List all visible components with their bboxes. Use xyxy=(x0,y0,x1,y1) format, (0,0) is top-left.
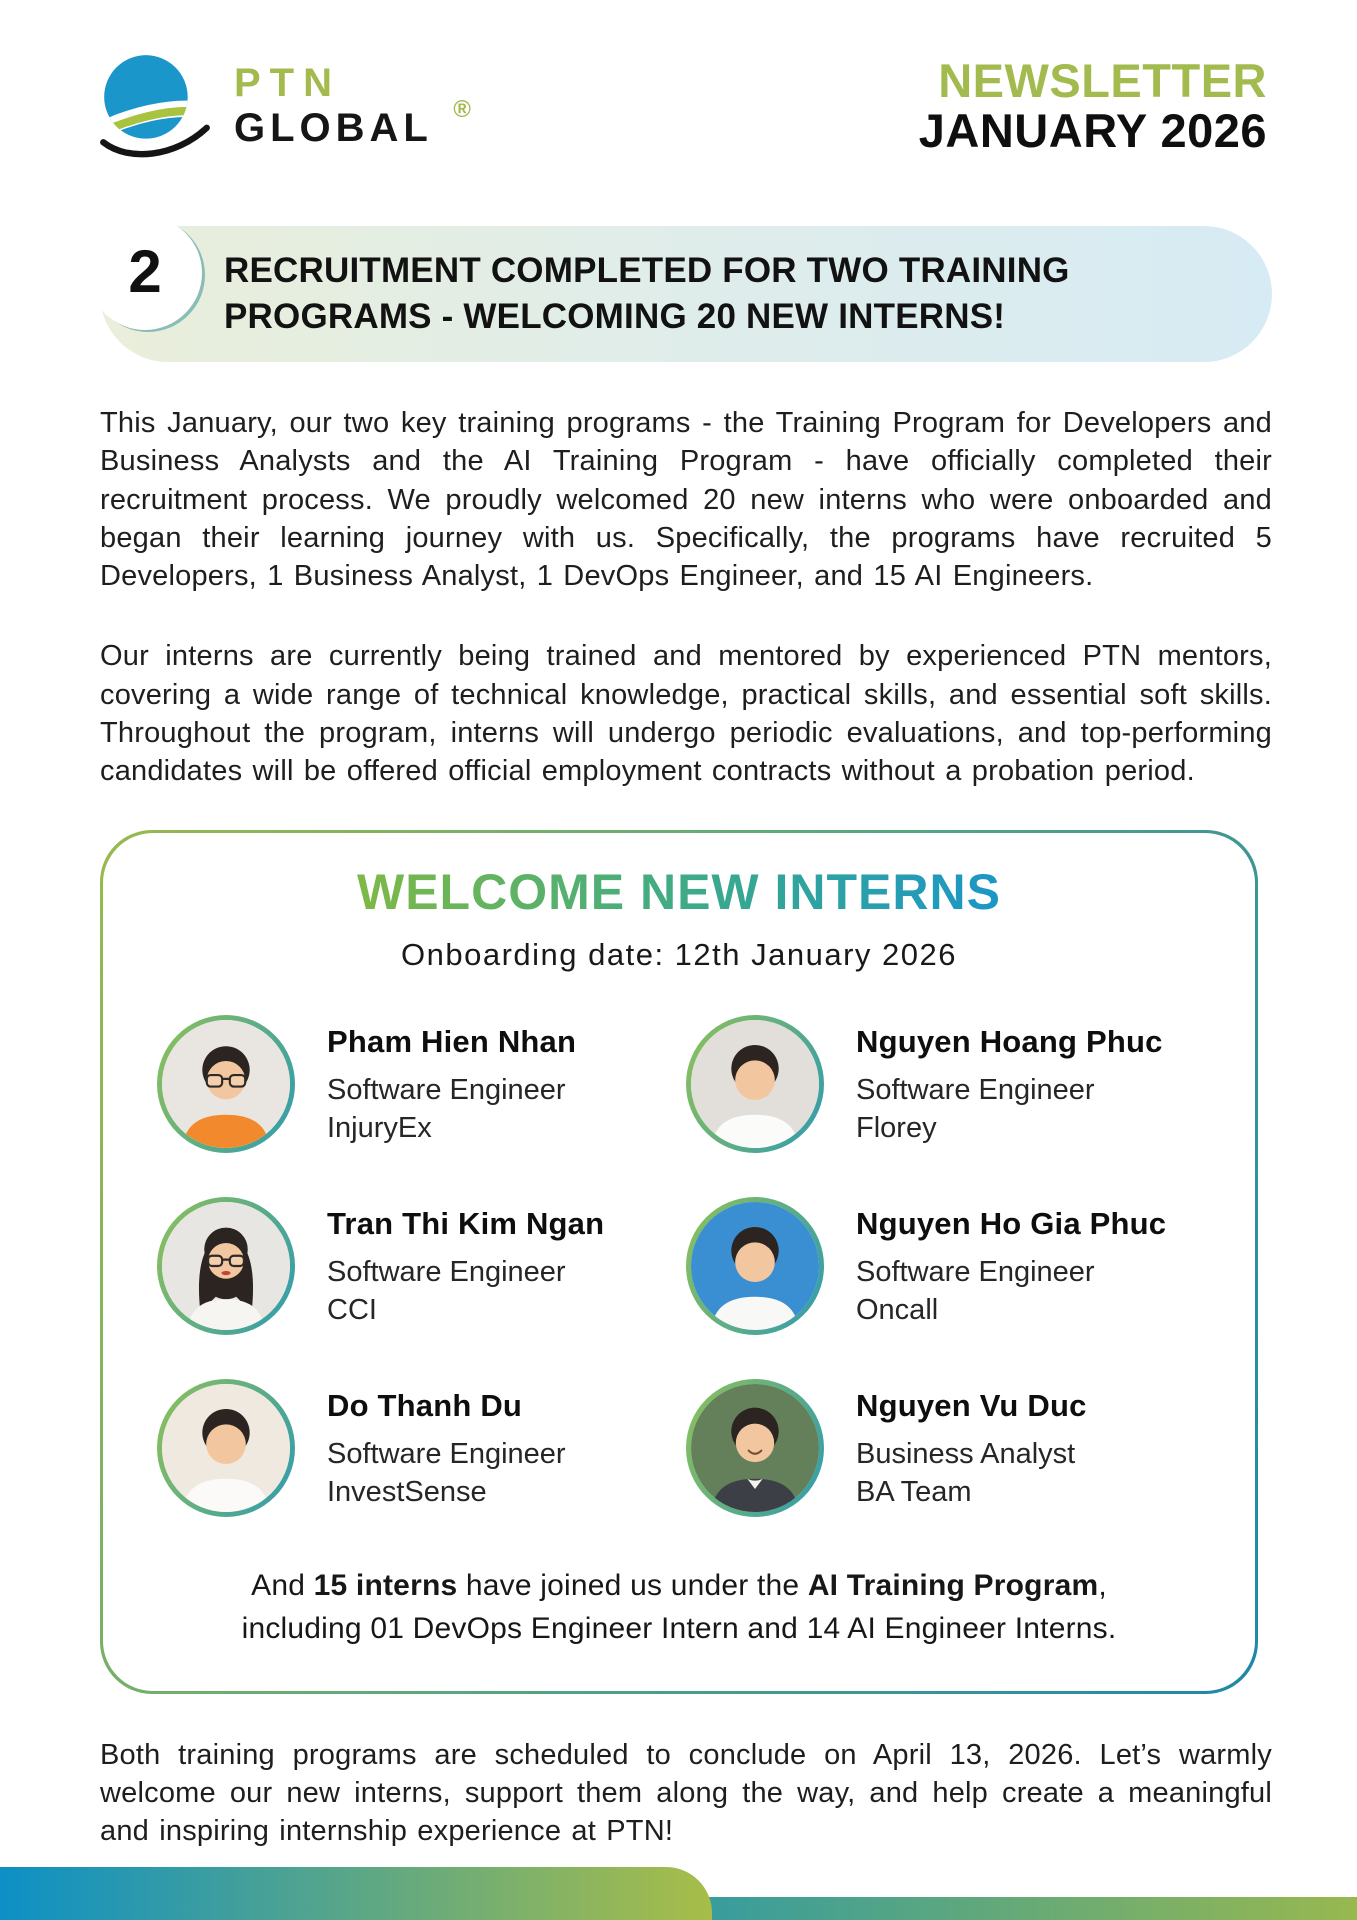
intern-card xyxy=(686,1197,1201,1335)
intern-info xyxy=(327,1386,566,1512)
avatar-ring xyxy=(686,1015,824,1153)
intern-role: Software Engineer xyxy=(327,1255,566,1288)
onboarding-date: Onboarding date: 12th January 2026 xyxy=(401,937,957,973)
intern-name: Do Thanh Du xyxy=(327,1387,523,1423)
intern-team: Oncall xyxy=(856,1293,939,1326)
intern-info xyxy=(856,1204,1166,1330)
avatar xyxy=(691,1202,819,1330)
section-banner xyxy=(100,226,1272,362)
intern-name: Tran Thi Kim Ngan xyxy=(327,1205,605,1241)
intro-paragraph: This January, our two key training programs - the Training Program for Developers and Business Analysts and the AI Training Program - have officially completed their recruitment process. We proudly welcomed 20 new interns who were onboarded and began their learning journey with us. Specifically, the programs have recruited 5 Developers, 1 Business Analyst, 1 DevOps Engineer, and 15 AI Engineers. xyxy=(100,407,1272,593)
person-avatar-icon xyxy=(691,1384,819,1512)
avatar-ring xyxy=(157,1015,295,1153)
intern-info xyxy=(856,1022,1163,1148)
logo-ptn-text: PTN xyxy=(234,61,341,106)
newsletter-masthead xyxy=(919,50,1267,156)
ptn-global-logo xyxy=(96,50,471,162)
ai-program-note xyxy=(147,1565,1211,1650)
avatar-ring xyxy=(157,1379,295,1517)
globe-icon xyxy=(96,50,214,162)
newsletter-label: NEWSLETTER xyxy=(938,54,1267,107)
intern-team: CCI xyxy=(327,1293,377,1326)
intern-role: Software Engineer xyxy=(856,1073,1095,1106)
avatar xyxy=(162,1020,290,1148)
person-avatar-icon xyxy=(162,1020,290,1148)
intern-name: Nguyen Hoang Phuc xyxy=(856,1023,1163,1059)
closing-paragraph: Both training programs are scheduled to conclude on April 13, 2026. Let’s warmly welcome our new interns, support them along the way, and help create a meaningful and inspiring internship experience at PTN! xyxy=(100,1738,1272,1848)
training-paragraph: Our interns are currently being trained and mentored by experienced PTN mentors, covering a wide range of technical knowledge, practical skills, and essential soft skills. Throughout the program, interns will undergo periodic evaluations, and top-performing candidates will be offered official employment contracts without a probation period. xyxy=(100,640,1272,788)
person-avatar-icon xyxy=(162,1202,290,1330)
section-number-badge xyxy=(88,216,202,330)
header xyxy=(0,0,1357,162)
intern-role: Software Engineer xyxy=(856,1255,1095,1288)
avatar xyxy=(691,1384,819,1512)
intern-name: Nguyen Vu Duc xyxy=(856,1387,1087,1423)
intern-name: Pham Hien Nhan xyxy=(327,1023,577,1059)
intern-team: Florey xyxy=(856,1111,937,1144)
intern-info xyxy=(856,1386,1087,1512)
section-title: RECRUITMENT COMPLETED FOR TWO TRAINING PROGRAMS - WELCOMING 20 NEW INTERNS! xyxy=(224,250,1070,336)
person-avatar-icon xyxy=(691,1202,819,1330)
person-avatar-icon xyxy=(691,1020,819,1148)
avatar-ring xyxy=(686,1197,824,1335)
intern-name: Nguyen Ho Gia Phuc xyxy=(856,1205,1167,1241)
intern-info xyxy=(327,1022,576,1148)
intern-card xyxy=(686,1379,1201,1517)
intern-role: Software Engineer xyxy=(327,1437,566,1470)
intern-team: InvestSense xyxy=(327,1475,487,1508)
avatar xyxy=(162,1384,290,1512)
intern-card xyxy=(157,1379,672,1517)
note-line2: including 01 DevOps Engineer Intern and 14 AI Engineer Interns. xyxy=(241,1611,1117,1645)
avatar-ring xyxy=(686,1379,824,1517)
registered-trademark: ® xyxy=(453,96,471,124)
welcome-title: WELCOME NEW INTERNS xyxy=(357,864,1001,921)
footer-bar-right xyxy=(650,1897,1357,1920)
welcome-box-border xyxy=(100,830,1258,1693)
intern-role: Software Engineer xyxy=(327,1073,566,1106)
avatar-ring xyxy=(157,1197,295,1335)
intern-card xyxy=(157,1015,672,1153)
welcome-box xyxy=(103,833,1255,1690)
note-bold-interns: 15 interns xyxy=(313,1569,458,1603)
person-avatar-icon xyxy=(162,1384,290,1512)
avatar xyxy=(162,1202,290,1330)
intern-card xyxy=(157,1197,672,1335)
section-number: 2 xyxy=(128,237,162,305)
note-bold-program: AI Training Program xyxy=(807,1569,1099,1603)
note-text: have joined us under the xyxy=(457,1569,808,1603)
interns-grid xyxy=(147,1015,1211,1517)
note-text: , xyxy=(1098,1569,1107,1603)
intern-role: Business Analyst xyxy=(856,1437,1076,1470)
note-text: And xyxy=(251,1569,314,1603)
footer-bar-left xyxy=(0,1867,712,1920)
intern-info xyxy=(327,1204,604,1330)
intern-team: BA Team xyxy=(856,1475,972,1508)
issue-date: JANUARY 2026 xyxy=(918,103,1267,157)
logo-wordmark xyxy=(234,61,471,151)
intern-team: InjuryEx xyxy=(327,1111,432,1144)
intern-card xyxy=(686,1015,1201,1153)
logo-global-text: GLOBAL xyxy=(234,106,433,150)
avatar xyxy=(691,1020,819,1148)
